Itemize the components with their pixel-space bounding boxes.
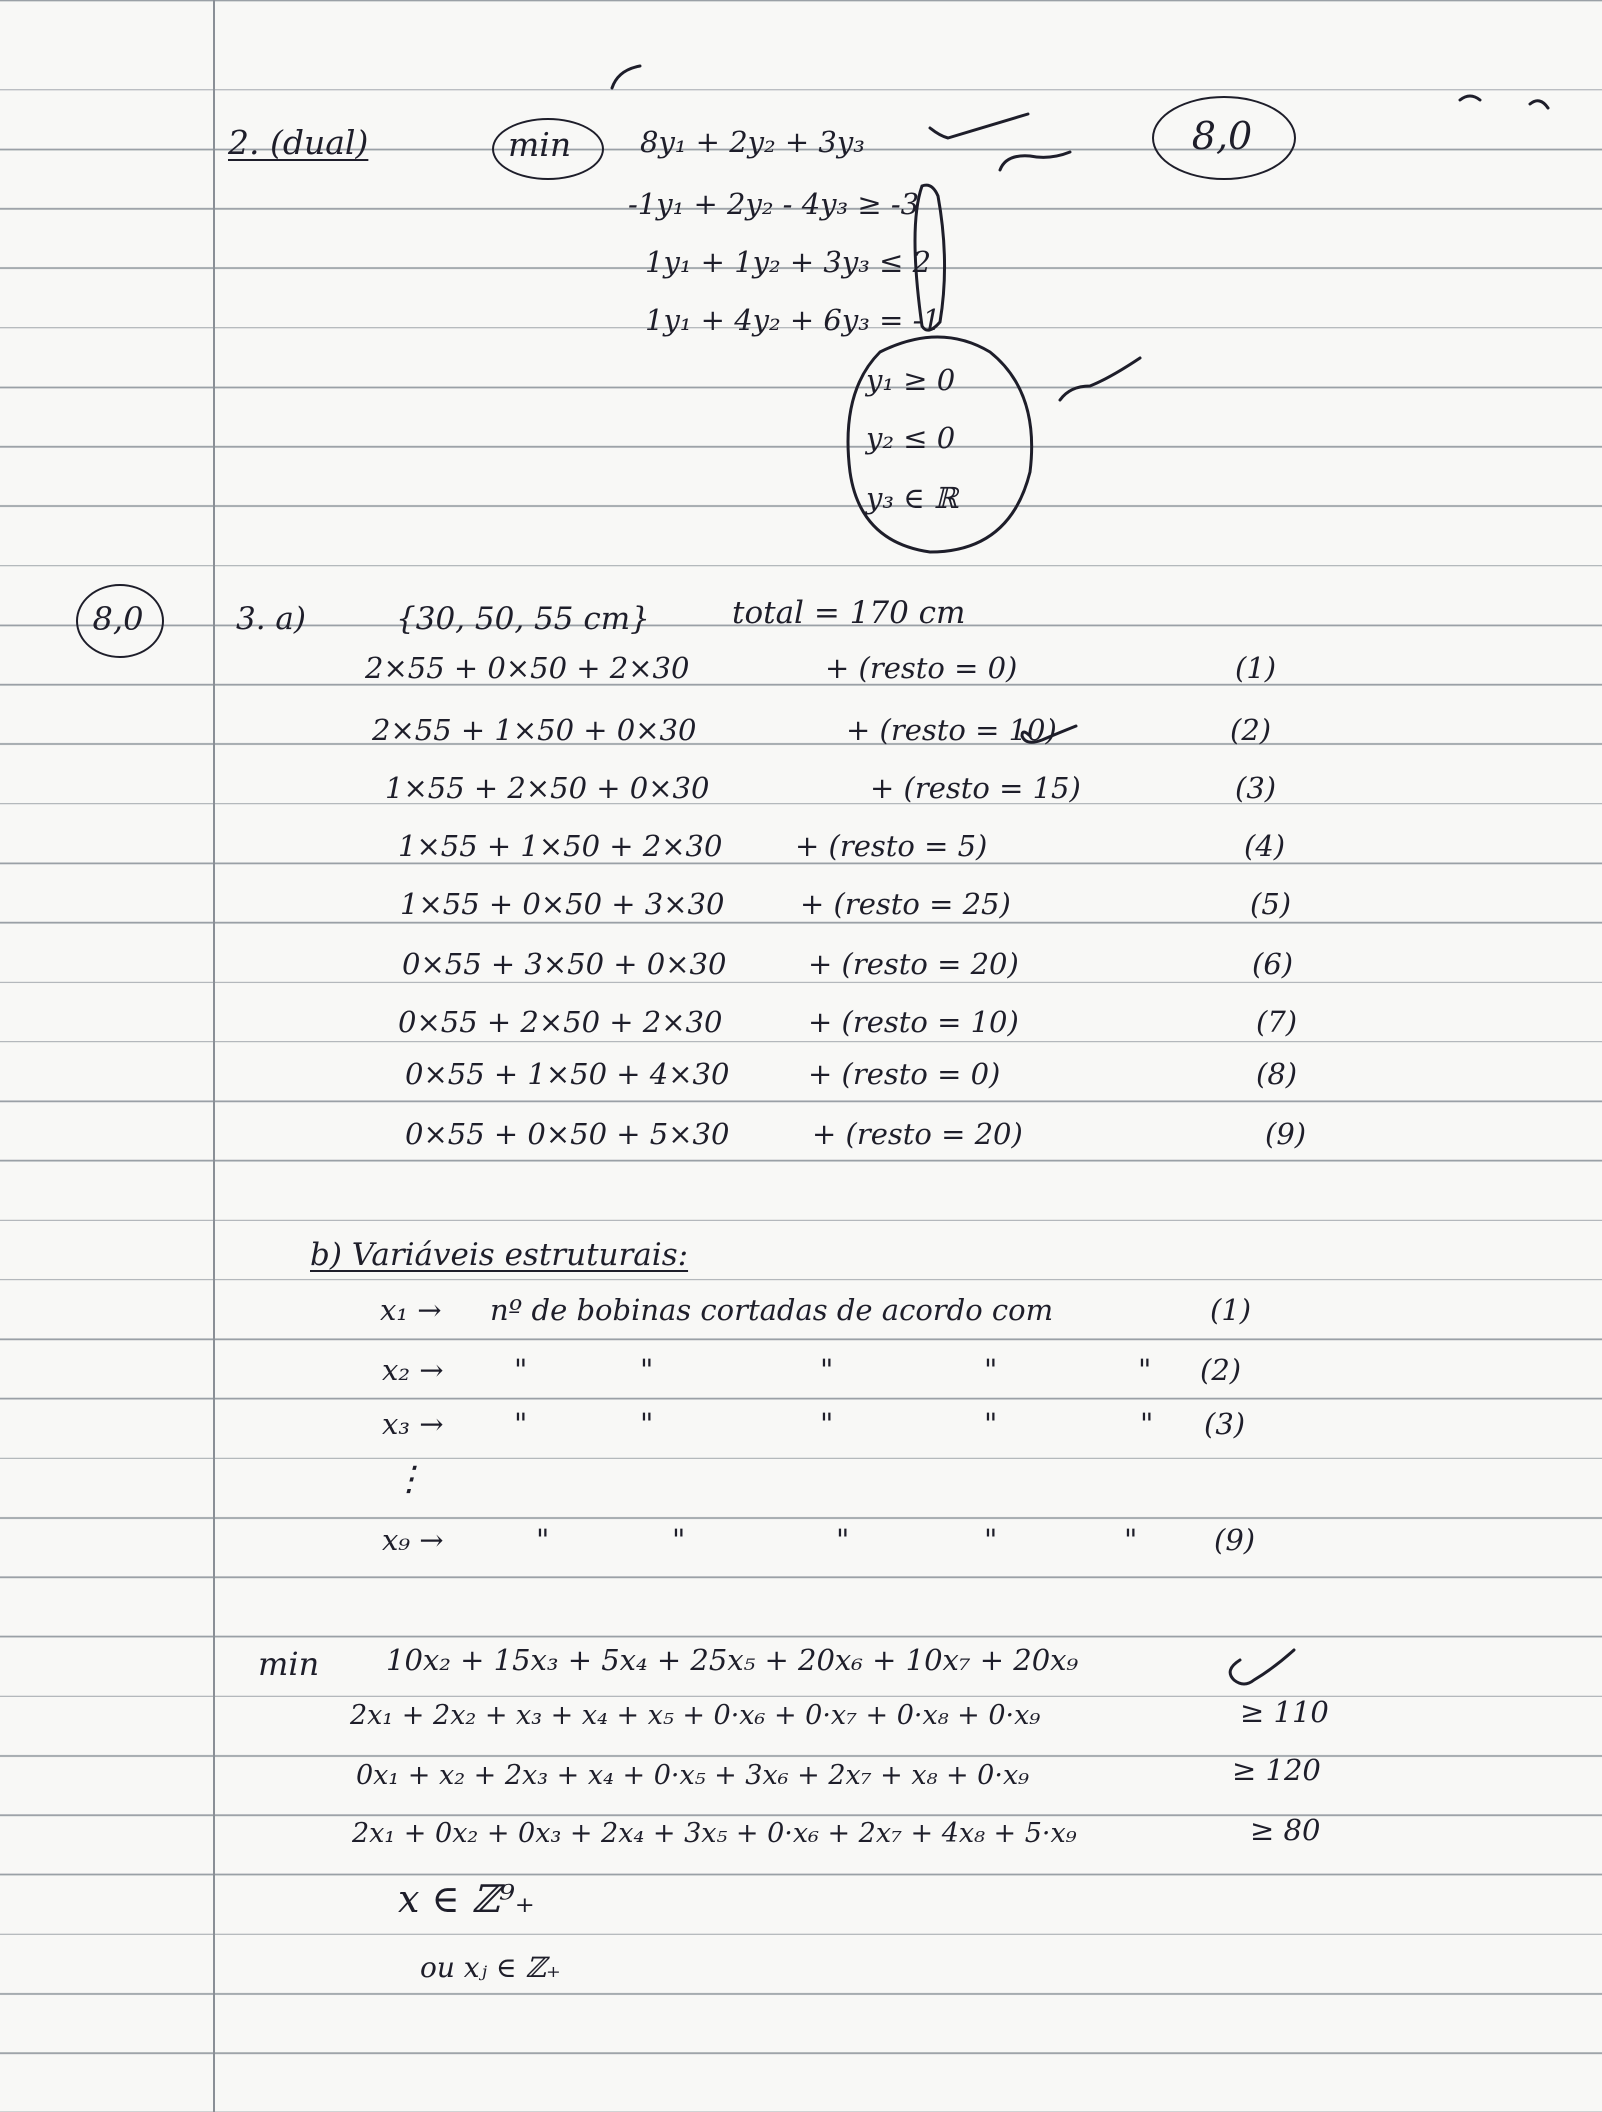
model-constraint-3-rhs: ≥ 80 (1250, 1813, 1321, 1847)
pattern-expr: 2×55 + 1×50 + 0×30 (372, 713, 697, 747)
pattern-resto: + (resto = 0) (825, 651, 1018, 685)
model-domain: x ∈ ℤ⁹₊ (398, 1877, 535, 1921)
ditto-mark: " (984, 1353, 998, 1387)
q2-objective: 8y₁ + 2y₂ + 3y₃ (640, 125, 865, 159)
q3a-total: total = 170 cm (732, 595, 966, 631)
ditto-tick (1460, 96, 1548, 108)
model-constraint-1-rhs: ≥ 110 (1240, 1695, 1329, 1729)
check-mark-icon (1060, 358, 1140, 400)
check-mark-icon (1000, 152, 1070, 170)
model-objective: 10x₂ + 15x₃ + 5x₄ + 25x₅ + 20x₆ + 10x₇ + 20x₉ (386, 1643, 1079, 1677)
pattern-num: (3) (1235, 771, 1277, 805)
ditto-mark: " (672, 1523, 686, 1557)
ditto-mark: " (984, 1407, 998, 1441)
pattern-expr: 1×55 + 0×50 + 3×30 (400, 887, 725, 921)
ditto-mark: " (1124, 1523, 1138, 1557)
ditto-num: (9) (1214, 1523, 1256, 1557)
ditto-mark: " (640, 1353, 654, 1387)
grade-q3: 8,0 (92, 600, 144, 638)
ditto-mark: " (1138, 1353, 1152, 1387)
pattern-resto: + (resto = 0) (808, 1057, 1001, 1091)
q2-sign-y2: y₂ ≤ 0 (866, 421, 956, 455)
pattern-num: (8) (1256, 1057, 1298, 1091)
pattern-resto: + (resto = 20) (812, 1117, 1023, 1151)
pattern-num: (4) (1244, 829, 1286, 863)
pattern-expr: 2×55 + 0×50 + 2×30 (365, 651, 690, 685)
model-constraint-1-lhs: 2x₁ + 2x₂ + x₃ + x₄ + x₅ + 0·x₆ + 0·x₇ + 0·x₈ + 0·x₉ (350, 1700, 1041, 1731)
ditto-num: (3) (1204, 1407, 1246, 1441)
pattern-resto: + (resto = 25) (800, 887, 1011, 921)
model-domain-alt: ou xⱼ ∈ ℤ₊ (420, 1951, 561, 1984)
q2-constraint-2: 1y₁ + 1y₂ + 3y₃ ≤ 2 (645, 245, 932, 279)
pattern-resto: + (resto = 5) (795, 829, 988, 863)
pattern-resto: + (resto = 20) (808, 947, 1019, 981)
vdots: ⋮ (392, 1459, 426, 1499)
ditto-mark: " (514, 1407, 528, 1441)
pattern-resto: + (resto = 10) (808, 1005, 1019, 1039)
ditto-mark: " (640, 1407, 654, 1441)
pattern-expr: 0×55 + 0×50 + 5×30 (405, 1117, 730, 1151)
def-text-x1: nº de bobinas cortadas de acordo com (490, 1293, 1054, 1327)
pattern-expr: 0×55 + 2×50 + 2×30 (398, 1005, 723, 1039)
q2-constraint-1: -1y₁ + 2y₂ - 4y₃ ≥ -3 (628, 187, 920, 221)
ditto-num: (2) (1200, 1353, 1242, 1387)
q2-sign-y3: y₃ ∈ ℝ (866, 481, 959, 515)
ditto-mark: " (836, 1523, 850, 1557)
pattern-expr: 0×55 + 1×50 + 4×30 (405, 1057, 730, 1091)
q2-sign-y1: y₁ ≥ 0 (866, 363, 956, 397)
model-min-word: min (258, 1645, 320, 1683)
ditto-var: x₃ → (382, 1407, 444, 1441)
pattern-expr: 1×55 + 1×50 + 2×30 (398, 829, 723, 863)
ditto-var: x₉ → (382, 1523, 444, 1557)
q3a-set: {30, 50, 55 cm} (396, 601, 650, 637)
pattern-num: (1) (1235, 651, 1277, 685)
ditto-var: x₂ → (382, 1353, 444, 1387)
pattern-expr: 0×55 + 3×50 + 0×30 (402, 947, 727, 981)
q3b-heading: b) Variáveis estruturais: (310, 1237, 689, 1273)
check-mark-icon (930, 114, 1028, 138)
ditto-mark: " (536, 1523, 550, 1557)
pattern-resto: + (resto = 15) (870, 771, 1081, 805)
def-num-x1: (1) (1210, 1293, 1252, 1327)
ditto-mark: " (514, 1353, 528, 1387)
pattern-num: (5) (1250, 887, 1292, 921)
pattern-num: (2) (1230, 713, 1272, 747)
grade-q2: 8,0 (1191, 114, 1253, 158)
model-constraint-3-lhs: 2x₁ + 0x₂ + 0x₃ + 2x₄ + 3x₅ + 0·x₆ + 2x₇ + 4x₈ + 5·x₉ (352, 1818, 1077, 1849)
model-constraint-2-lhs: 0x₁ + x₂ + 2x₃ + x₄ + 0·x₅ + 3x₆ + 2x₇ + x₈ + 0·x₉ (356, 1760, 1029, 1791)
margin-line (213, 0, 215, 2112)
pattern-num: (9) (1265, 1117, 1307, 1151)
def-var-x1: x₁ → (380, 1293, 442, 1327)
ditto-mark: " (984, 1523, 998, 1557)
q2-header: 2. (dual) (228, 123, 369, 162)
model-constraint-2-rhs: ≥ 120 (1232, 1753, 1321, 1787)
ditto-mark: " (820, 1353, 834, 1387)
pattern-expr: 1×55 + 2×50 + 0×30 (385, 771, 710, 805)
pattern-num: (7) (1256, 1005, 1298, 1039)
check-mark-icon (612, 66, 640, 88)
q2-constraint-3: 1y₁ + 4y₂ + 6y₃ = -1 (645, 303, 941, 337)
pattern-num: (6) (1252, 947, 1294, 981)
ditto-mark: " (1140, 1407, 1154, 1441)
check-mark-icon (1230, 1650, 1294, 1684)
pattern-resto: + (resto = 10) (846, 713, 1057, 747)
q2-min-word: min (508, 125, 572, 164)
q3a-label: 3. a) (236, 601, 307, 637)
ditto-mark: " (820, 1407, 834, 1441)
